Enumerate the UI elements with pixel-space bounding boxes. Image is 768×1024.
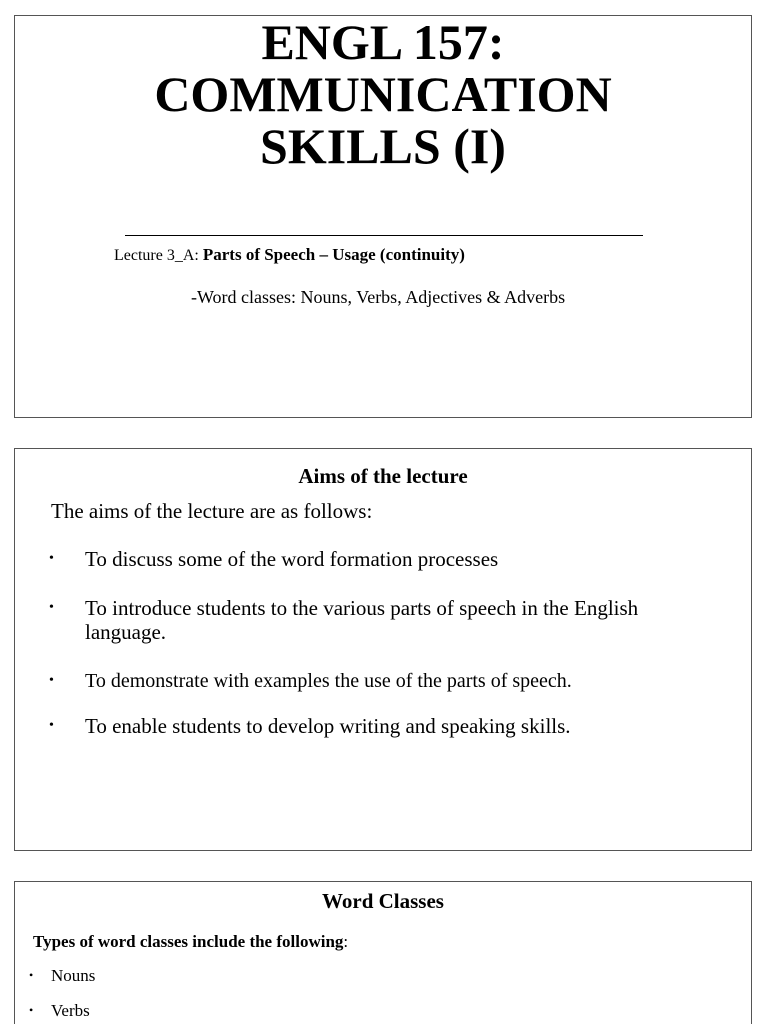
list-item bbox=[45, 714, 721, 738]
aims-slide bbox=[14, 448, 752, 851]
course-title-line-2: COMMUNICATION bbox=[154, 66, 612, 122]
word-class-label: Verbs bbox=[51, 1001, 90, 1020]
aim-text: To discuss some of the word formation processes bbox=[85, 547, 499, 571]
aim-text: To introduce students to the various parts of speech in the English language. bbox=[85, 596, 639, 644]
bullet-icon: • bbox=[49, 600, 54, 615]
aims-intro: The aims of the lecture are as follows: bbox=[51, 499, 373, 523]
list-item bbox=[45, 596, 721, 644]
lecture-line bbox=[114, 245, 465, 265]
lecture-topic: Parts of Speech – Usage (continuity) bbox=[202, 245, 465, 264]
word-class-label: Nouns bbox=[51, 966, 96, 985]
title-slide bbox=[14, 15, 752, 418]
lecture-number: Lecture 3_A: bbox=[114, 247, 203, 264]
list-item bbox=[45, 547, 721, 571]
word-classes-intro bbox=[33, 932, 348, 952]
bullet-icon: • bbox=[49, 673, 54, 688]
aim-text: To enable students to develop writing and speaking skills. bbox=[85, 714, 571, 738]
bullet-icon: • bbox=[49, 718, 54, 733]
course-title-line-1: ENGL 157: bbox=[261, 14, 505, 70]
word-classes-intro-colon: : bbox=[343, 932, 349, 951]
word-classes-slide bbox=[14, 881, 752, 1024]
list-item bbox=[45, 669, 721, 693]
list-item bbox=[29, 966, 95, 986]
lecture-subtitle: -Word classes: Nouns, Verbs, Adjectives & Adverbs bbox=[191, 287, 566, 307]
bullet-icon: • bbox=[49, 551, 54, 566]
bullet-icon: • bbox=[29, 1003, 34, 1017]
word-classes-heading: Word Classes bbox=[322, 889, 444, 913]
title-divider bbox=[125, 235, 643, 236]
list-item bbox=[29, 1001, 90, 1021]
bullet-icon: • bbox=[29, 968, 34, 982]
aims-heading: Aims of the lecture bbox=[298, 464, 468, 488]
course-title-line-3: SKILLS (I) bbox=[260, 118, 506, 174]
word-classes-intro-text: Types of word classes include the following bbox=[33, 932, 344, 951]
aim-text: To demonstrate with examples the use of the parts of speech. bbox=[85, 670, 572, 692]
course-title bbox=[15, 16, 751, 172]
